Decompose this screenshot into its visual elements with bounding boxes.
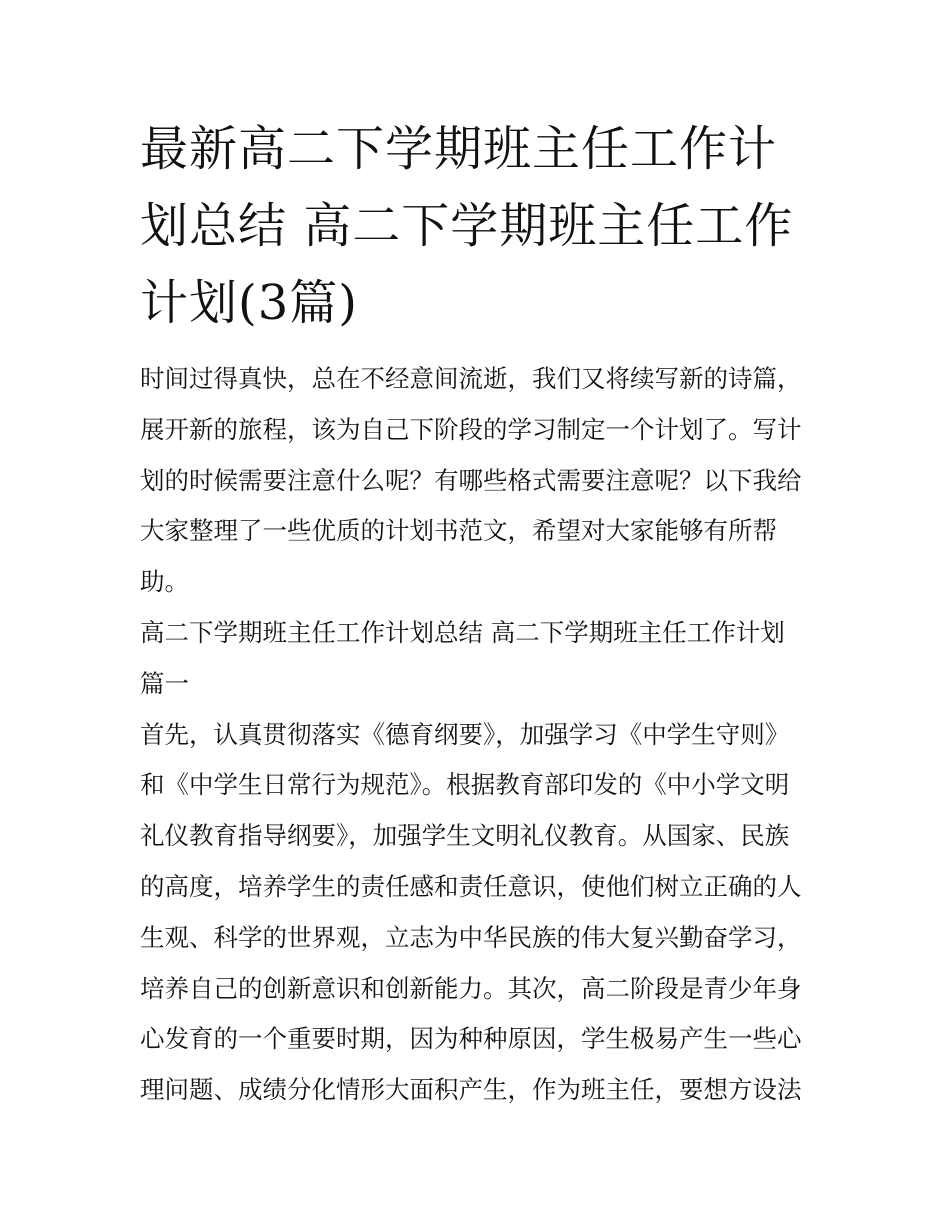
body-line: 理问题、成绩分化情形大面积产生，作为班主任，要想方设法 <box>140 1075 802 1105</box>
body-line: 礼仪教育指导纲要》，加强学生文明礼仪教育。从国家、民族 <box>140 821 790 851</box>
body-line: 展开新的旅程，该为自己下阶段的学习制定一个计划了。写计 <box>140 414 802 444</box>
body-line: 时间过得真快，总在不经意间流逝，我们又将续写新的诗篇， <box>140 364 802 393</box>
document-title <box>140 111 840 342</box>
body-line: 的高度，培养学生的责任感和责任意识，使他们树立正确的人 <box>140 871 802 901</box>
document-body <box>140 354 830 1116</box>
body-line: 培养自己的创新意识和创新能力。其次，高二阶段是青少年身 <box>140 973 802 1003</box>
section-heading-line: 篇一 <box>140 668 189 698</box>
body-line: 和《中学生日常行为规范》。根据教育部印发的《中小学文明 <box>140 770 790 800</box>
title-line: 划总结 高二下学期班主任工作 <box>140 198 794 254</box>
title-line: 最新高二下学期班主任工作计 <box>140 121 778 177</box>
body-line: 划的时候需要注意什么呢？有哪些格式需要注意呢？以下我给 <box>140 465 802 495</box>
title-line: 计划(3篇) <box>140 275 358 331</box>
body-line: 助。 <box>140 567 189 597</box>
body-line: 大家整理了一些优质的计划书范文，希望对大家能够有所帮 <box>140 516 777 546</box>
section-heading-line: 高二下学期班主任工作计划总结 高二下学期班主任工作计划 <box>140 617 785 647</box>
body-line: 首先，认真贯彻落实《德育纲要》，加强学习《中学生守则》 <box>140 719 790 749</box>
body-line: 心发育的一个重要时期，因为种种原因，学生极易产生一些心 <box>140 1024 802 1054</box>
body-line: 生观、科学的世界观，立志为中华民族的伟大复兴勤奋学习， <box>140 922 802 952</box>
